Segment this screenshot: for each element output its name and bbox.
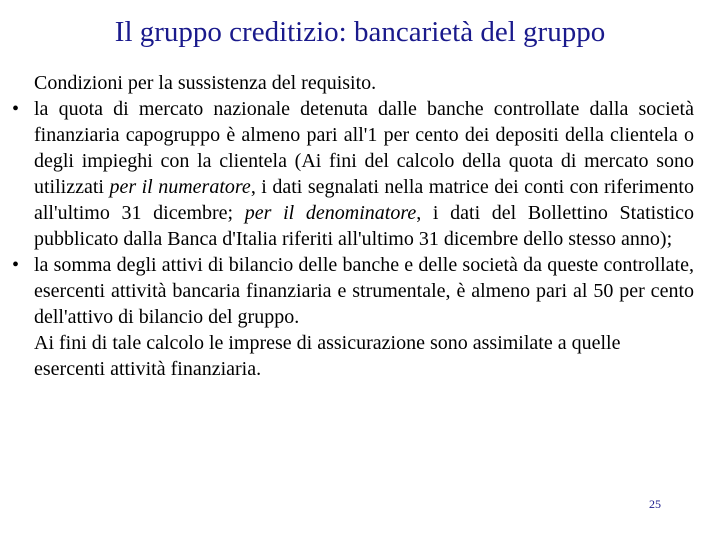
bullet-text-part: , i dati segnalati nella matrice dei conti con riferimento all'ultimo 31 dicembre; <box>34 176 694 224</box>
bullet-text-part: , i dati del Bollettino Statistico pubblicato dalla Banca d'Italia riferiti all'ultimo 31 dicembre dello stesso anno); <box>34 202 695 250</box>
slide-title: Il gruppo creditizio: bancarietà del gruppo <box>114 16 606 48</box>
bullet-icon: • <box>12 98 20 120</box>
closing-text: Ai fini di tale calcolo le imprese di assicurazione sono assimilate a quelle esercenti attività finanziaria. <box>34 332 621 380</box>
bullet-icon: • <box>12 254 20 276</box>
bullet-text: la somma degli attivi di bilancio delle banche e delle società da queste controllate, esercenti attività bancaria finanziaria e strumentale, è almeno pari al 50 per cento dell'attivo di bilancio del gruppo. <box>34 254 694 328</box>
bullet-item-total-assets <box>12 252 694 330</box>
bullet-item-market-share <box>12 96 694 252</box>
page-number: 25 <box>649 497 661 511</box>
slide-body <box>12 70 694 382</box>
intro-text: Condizioni per la sussistenza del requisito. <box>34 72 377 94</box>
emphasis-numerator: per il numeratore <box>109 176 251 198</box>
emphasis-denominator: per il denominatore <box>244 202 417 224</box>
bullet-text-part: la quota di mercato nazionale detenuta dalle banche controllate dalla società finanziaria capogruppo è almeno pari all'1 per cento dei depositi della clientela o degli impieghi con la clientela (Ai fini del calcolo della quota di mercato sono utilizzati <box>34 98 694 198</box>
